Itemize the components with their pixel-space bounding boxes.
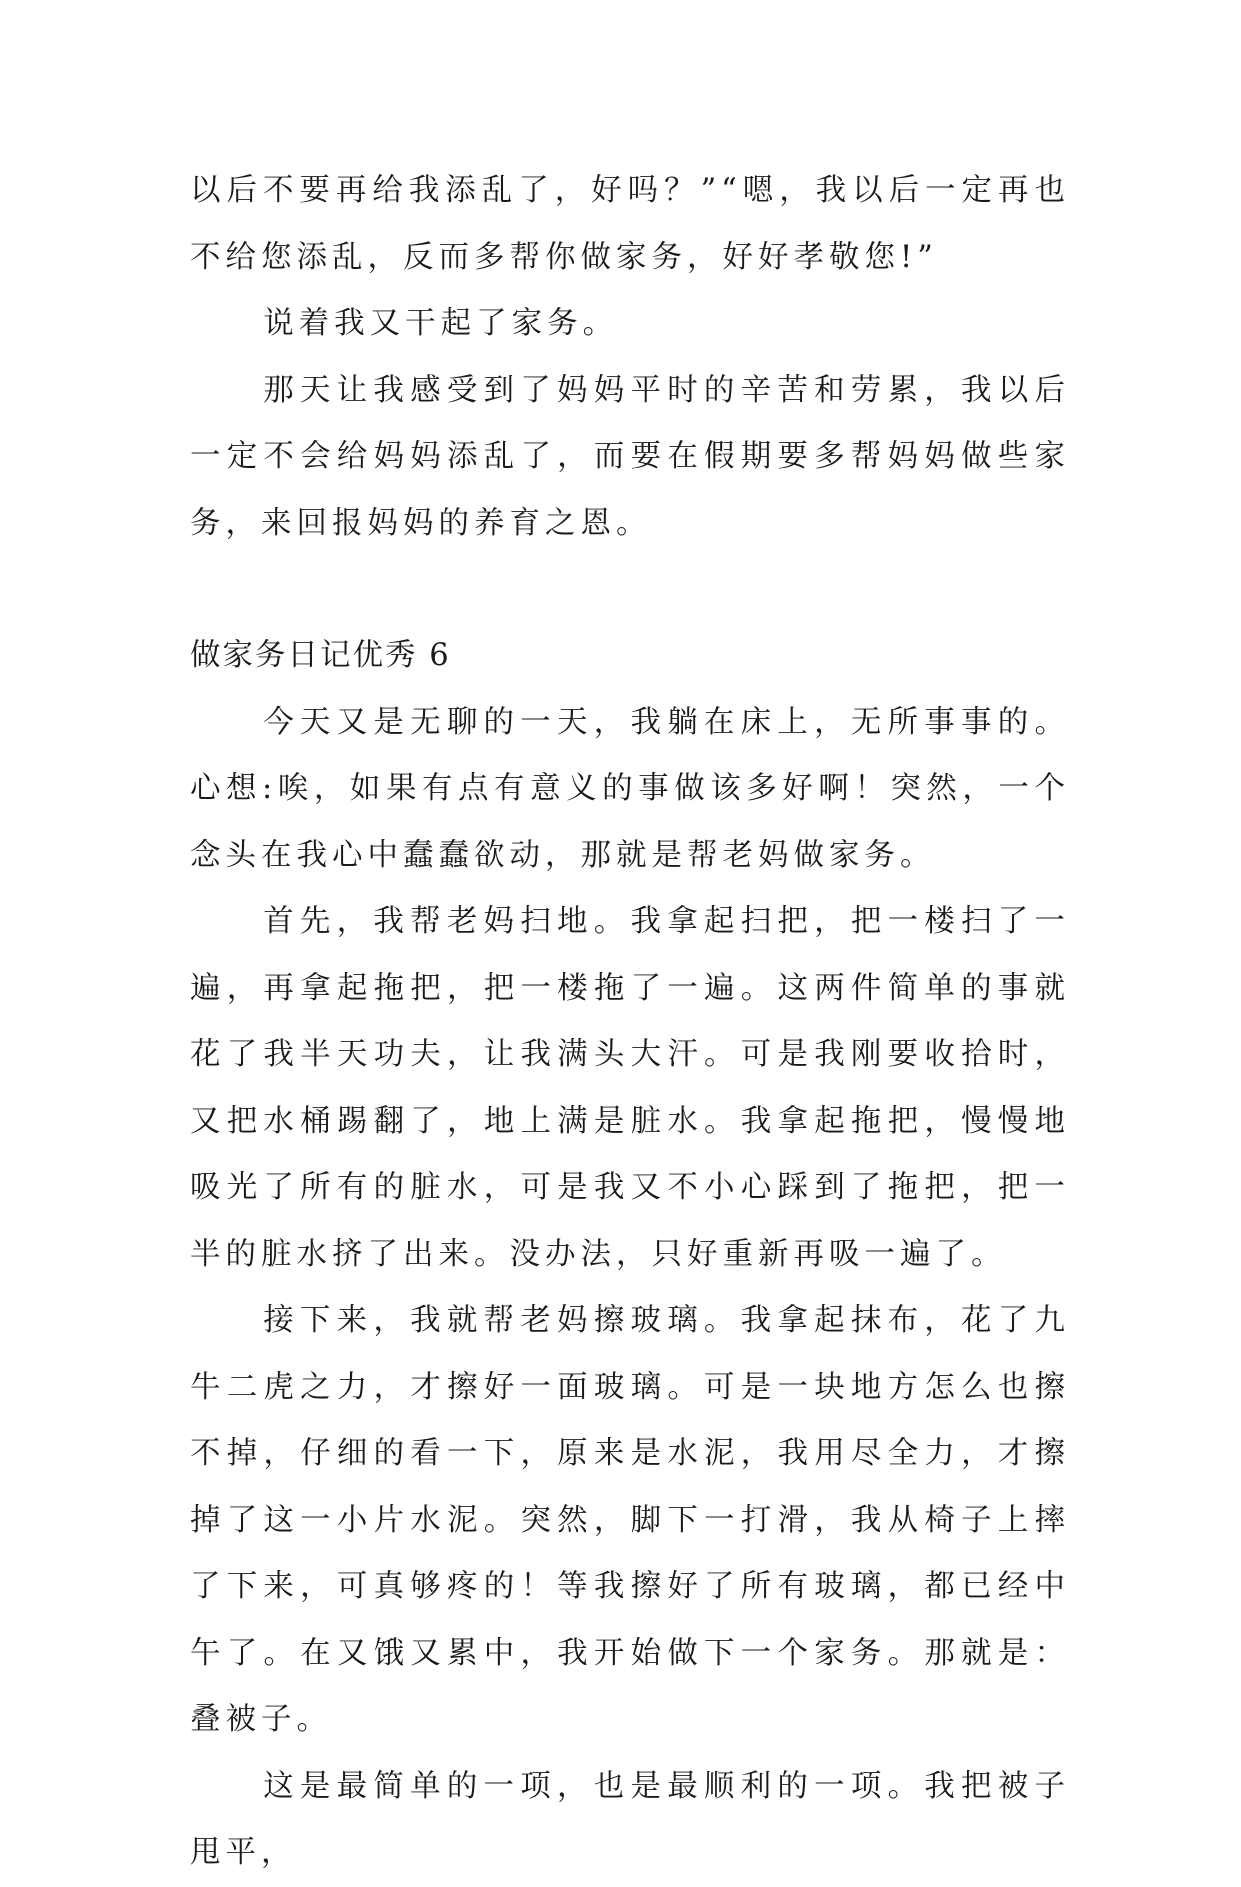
paragraph: 首先，我帮老妈扫地。我拿起扫把，把一楼扫了一遍，再拿起拖把，把一楼拖了一遍。这两件简单的事就花了我半天功夫，让我满头大汗。可是我刚要收拾时，又把水桶踢翻了，地上满是脏水。我拿起拖把，慢慢地吸光了所有的脏水，可是我又不小心踩到了拖把，把一半的脏水挤了出来。没办法，只好重新再吸一遍了。 <box>190 904 1070 1272</box>
paragraph: 说着我又干起了家务。 <box>263 306 619 341</box>
paragraph: 以后不要再给我添乱了，好吗？”“嗯，我以后一定再也不给您添乱，反而多帮你做家务，好好孝敬您!” <box>190 173 1070 275</box>
paragraph: 今天又是无聊的一天，我躺在床上，无所事事的。心想:唉，如果有点有意义的事做该多好啊！突然，一个念头在我心中蠢蠢欲动，那就是帮老妈做家务。 <box>190 704 1070 873</box>
section-title: 做家务日记优秀 6 <box>190 638 451 673</box>
paragraph: 这是最简单的一项，也是最顺利的一项。我把被子甩平， <box>190 1768 1070 1870</box>
paragraph: 那天让我感受到了妈妈平时的辛苦和劳累，我以后一定不会给妈妈添乱了，而要在假期要多帮妈妈做些家务，来回报妈妈的养育之恩。 <box>190 372 1070 541</box>
document-body <box>190 158 1070 1887</box>
paragraph: 接下来，我就帮老妈擦玻璃。我拿起抹布，花了九牛二虎之力，才擦好一面玻璃。可是一块地方怎么也擦不掉，仔细的看一下，原来是水泥，我用尽全力，才擦掉了这一小片水泥。突然，脚下一打滑，我从椅子上摔了下来，可真够疼的！等我擦好了所有玻璃，都已经中午了。在又饿又累中，我开始做下一个家务。那就是：叠被子。 <box>190 1303 1070 1737</box>
